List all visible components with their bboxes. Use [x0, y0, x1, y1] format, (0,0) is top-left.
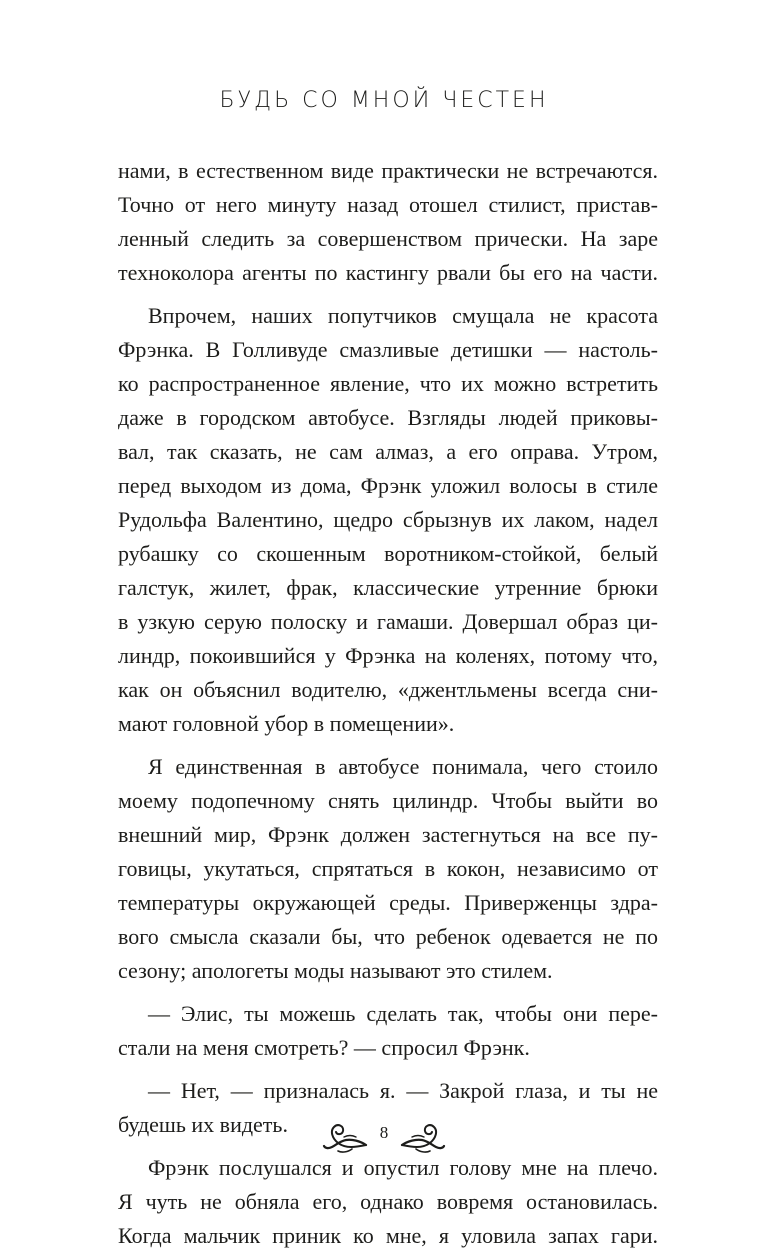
text-line: вал, так сказать, не сам алмаз, а его оправа. Утром, [118, 439, 658, 464]
text-line: — Нет, — призналась я. — Закрой глаза, и ты не [148, 1078, 658, 1103]
text-line: в узкую серую полоску и гамаши. Довершал образ ци- [118, 609, 658, 634]
text-line: галстук, жилет, фрак, классические утренние брюки [118, 575, 658, 600]
text-line: Фрэнк послушался и опустил голову мне на плечо. [148, 1155, 658, 1180]
page-number: 8 [379, 1123, 389, 1142]
running-header: БУДЬ СО МНОЙ ЧЕСТЕН [219, 88, 549, 113]
text-line: ленный следить за совершенством прически. На заре [118, 226, 658, 251]
text-line: нами, в естественном виде практически не встречаются. [118, 158, 658, 183]
text-line: Впрочем, наших попутчиков смущала не красота [148, 303, 658, 328]
text-line: температуры окружающей среды. Приверженцы здра- [118, 890, 658, 915]
text-line: говицы, укутаться, спрятаться в кокон, независимо от [118, 856, 658, 881]
left-flourish-icon [322, 1119, 368, 1155]
text-line: Фрэнка. В Голливуде смазливые детишки — настоль- [118, 337, 658, 362]
paragraph [118, 154, 658, 290]
text-line: будешь их видеть. [118, 1112, 288, 1137]
text-line: как он объяснил водителю, «джентльмены всегда сни- [118, 677, 658, 702]
dialogue-paragraph [118, 997, 658, 1065]
text-line: техноколора агенты по кастингу рвали бы его на части. [118, 260, 658, 285]
right-flourish-icon [400, 1119, 446, 1155]
paragraph [118, 1151, 658, 1253]
text-line: вого смысла сказали бы, что ребенок одевается не по [118, 924, 658, 949]
text-line: ко распространенное явление, что их можно встретить [118, 371, 658, 396]
text-line: сезону; апологеты моды называют это стилем. [118, 958, 553, 983]
text-line: даже в городском автобусе. Взгляды людей приковы- [118, 405, 658, 430]
folio [0, 1119, 768, 1159]
paragraph [118, 750, 658, 988]
text-line: Рудольфа Валентино, щедро сбрызнув их лаком, надел [118, 507, 658, 532]
text-line: мают головной убор в помещении». [118, 711, 455, 736]
text-line: — Элис, ты можешь сделать так, чтобы они пере- [148, 1001, 658, 1026]
paragraph [118, 299, 658, 741]
body-text [118, 154, 658, 1253]
text-line: внешний мир, Фрэнк должен застегнуться на все пу- [118, 822, 658, 847]
text-line: Я единственная в автобусе понимала, чего стоило [148, 754, 658, 779]
text-line: рубашку со скошенным воротником-стойкой, белый [118, 541, 658, 566]
text-line: Я чуть не обняла его, однако вовремя остановилась. [118, 1189, 658, 1214]
text-line: перед выходом из дома, Фрэнк уложил волосы в стиле [118, 473, 658, 498]
text-line: Точно от него минуту назад отошел стилист, пристав- [118, 192, 658, 217]
text-line: моему подопечному снять цилиндр. Чтобы выйти во [118, 788, 658, 813]
text-line: линдр, покоившийся у Фрэнка на коленях, потому что, [118, 643, 658, 668]
text-line: Когда мальчик приник ко мне, я уловила запах гари. [118, 1223, 658, 1248]
text-line: стали на меня смотреть? — спросил Фрэнк. [118, 1035, 530, 1060]
